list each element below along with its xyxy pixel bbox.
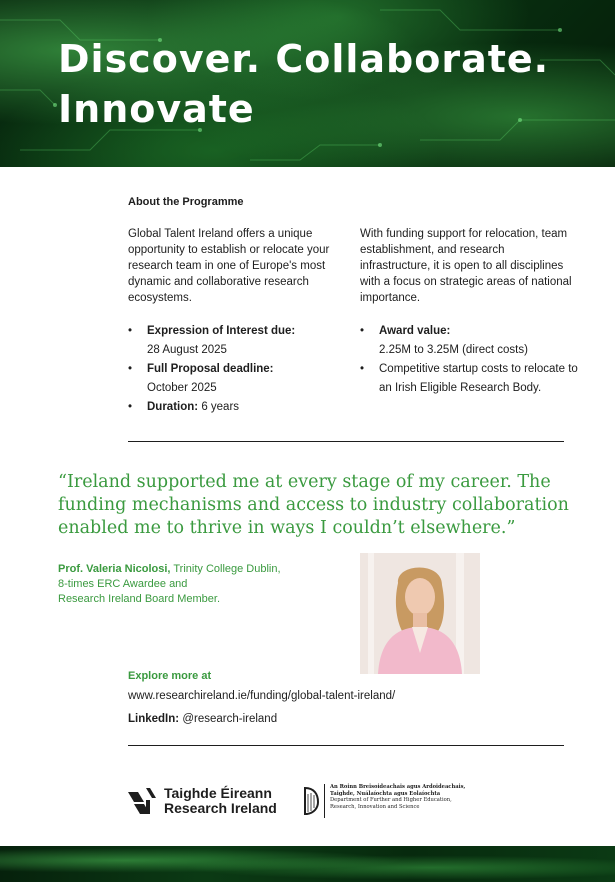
list-item — [128, 398, 343, 417]
testimonial-quote: “Ireland supported me at every stage of my career. The funding mechanisms and access to industry collaboration enabled me to thrive in ways I couldn’t elsewhere.” — [58, 472, 569, 538]
ri-english-name: Research Ireland — [164, 800, 277, 816]
duration-value: 6 years — [201, 401, 240, 413]
hero-title-line-2: Innovate — [58, 87, 255, 131]
department-name — [330, 784, 480, 810]
person-silhouette — [360, 553, 480, 674]
list-item — [360, 360, 580, 398]
programme-url-link[interactable]: www.researchireland.ie/funding/global-talent-ireland/ — [128, 690, 396, 702]
list-item — [360, 322, 580, 360]
full-proposal-value: October 2025 — [147, 382, 217, 394]
divider-top — [128, 441, 564, 442]
duration-label: Duration: — [147, 401, 199, 413]
full-proposal-label: Full Proposal deadline: — [147, 363, 274, 375]
eoi-label: Expression of Interest due: — [147, 325, 296, 337]
linkedin-label: LinkedIn: — [128, 713, 180, 725]
attribution-name: Prof. Valeria Nicolosi, — [58, 563, 171, 575]
research-ireland-mark-icon — [128, 788, 156, 814]
logo-divider — [324, 784, 325, 818]
research-ireland-logo — [128, 786, 288, 818]
attribution-affiliation: Trinity College Dublin, — [173, 563, 281, 575]
hero-title-line-1: Discover. Collaborate. — [58, 37, 550, 81]
department-logo — [302, 784, 472, 820]
list-item — [128, 360, 343, 398]
key-dates-list — [128, 322, 343, 417]
linkedin-line — [128, 713, 277, 725]
award-list — [360, 322, 580, 398]
attribution-line-2: 8-times ERC Awardee and — [58, 578, 188, 590]
about-paragraph-left: Global Talent Ireland offers a unique opportunity to establish or relocate your research team in one of Europe's most dynamic and collaborative research ecosystems. — [128, 228, 330, 304]
research-ireland-wordmark — [164, 786, 277, 816]
dept-english-line-2: Research, Innovation and Science — [330, 803, 420, 810]
about-heading: About the Programme — [128, 196, 244, 208]
eoi-value: 28 August 2025 — [147, 344, 227, 356]
ri-irish-name: Taighde Éireann — [164, 785, 272, 801]
list-item — [128, 322, 343, 360]
dept-irish-line-2: Taighde, Nuálaíochta agus Eolaíochta — [330, 790, 441, 797]
portrait-photo — [360, 553, 480, 674]
harp-icon — [302, 786, 320, 816]
dept-english-line-1: Department of Further and Higher Education, — [330, 797, 452, 804]
attribution-line-3: Research Ireland Board Member. — [58, 593, 221, 605]
linkedin-handle-link[interactable]: @research-ireland — [182, 713, 278, 725]
divider-bottom — [128, 745, 564, 746]
about-paragraph-right: With funding support for relocation, team establishment, and research infrastructure, it is open to all disciplines with a focus on strategic areas of national importance. — [360, 228, 572, 304]
hero-banner — [0, 0, 615, 167]
award-value-label: Award value: — [379, 325, 451, 337]
footer-band — [0, 846, 615, 882]
award-value-amount: 2.25M to 3.25M (direct costs) — [379, 344, 528, 356]
quote-attribution — [58, 562, 328, 607]
startup-costs-text: Competitive startup costs to relocate to an Irish Eligible Research Body. — [379, 363, 578, 394]
hero-title — [58, 34, 598, 134]
dept-irish-line-1: An Roinn Breisoideachais agus Ardoideachais, — [330, 784, 466, 790]
explore-heading: Explore more at — [128, 670, 212, 682]
